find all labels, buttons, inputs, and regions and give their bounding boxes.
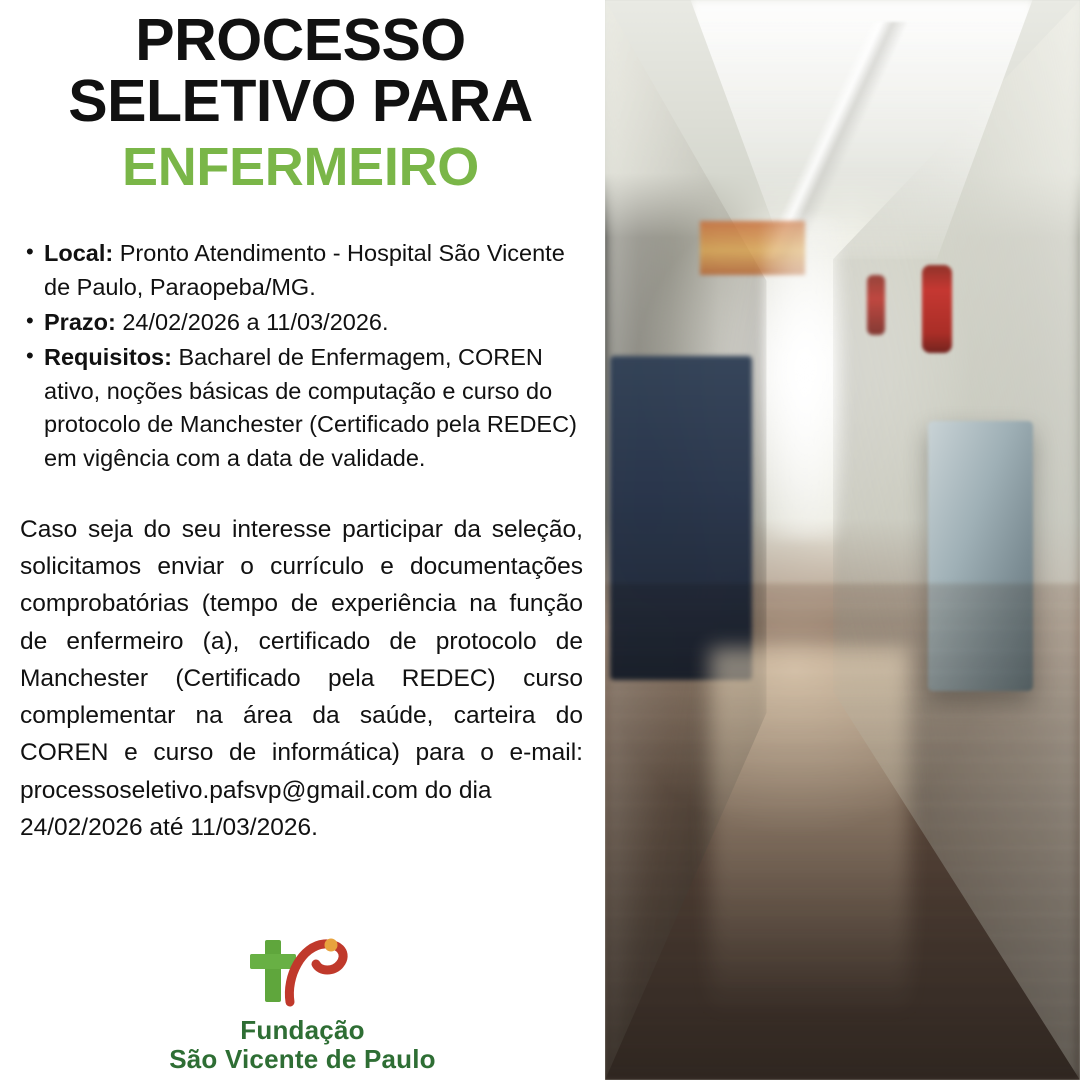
instructions-deadline: 24/02/2026 até 11/03/2026. <box>20 813 318 841</box>
list-item <box>44 237 581 304</box>
logo-line-1: Fundação <box>240 1014 365 1045</box>
headline-accent: ENFERMEIRO <box>121 136 480 197</box>
logo-mark-icon <box>228 936 378 1014</box>
list-item <box>44 306 581 339</box>
headline-line-1: PROCESSO <box>135 7 466 73</box>
list-item <box>44 341 581 474</box>
headline-line-2: SELETIVO PARA <box>68 68 533 135</box>
list-item-text: 24/02/2026 a 11/03/2026. <box>115 309 389 336</box>
photo-floor-reflection <box>710 648 910 1080</box>
page-title <box>14 0 587 133</box>
logo-text <box>169 1016 436 1074</box>
photo-doorway-light <box>762 216 848 540</box>
photo-fire-extinguisher-far <box>867 275 885 335</box>
requirements-list <box>14 237 587 475</box>
list-item-text: Bacharel de Enfermagem, COREN ativo, noções básicas de computação e curso do protocolo de Manchester (Certificado pela REDEC) em vigência com a data de validade. <box>44 344 577 471</box>
organization-logo <box>0 936 605 1074</box>
instructions-body: Caso seja do seu interesse participar da seleção, solicitamos enviar o currículo e documentações comprobatórias (tempo de experiência na função de enfermeiro (a), certificado de protocolo de Manchester (Certificado pela REDEC) curso complementar na área da saúde, carteira do COREN e curso de informática) para o e-mail: processoseletivo.pafsvp@gmail.com do dia <box>20 515 583 804</box>
list-item-text: Pronto Atendimento - Hospital São Vicente de Paulo, Paraopeba/MG. <box>44 240 565 300</box>
photo-fire-extinguisher <box>922 265 952 353</box>
logo-line-2: São Vicente de Paulo <box>169 1043 436 1074</box>
list-item-label: Prazo: <box>44 309 116 336</box>
instructions-paragraph <box>14 511 587 846</box>
hospital-corridor-photo <box>605 0 1080 1080</box>
list-item-label: Local: <box>44 240 114 267</box>
list-item-label: Requisitos: <box>44 344 172 371</box>
